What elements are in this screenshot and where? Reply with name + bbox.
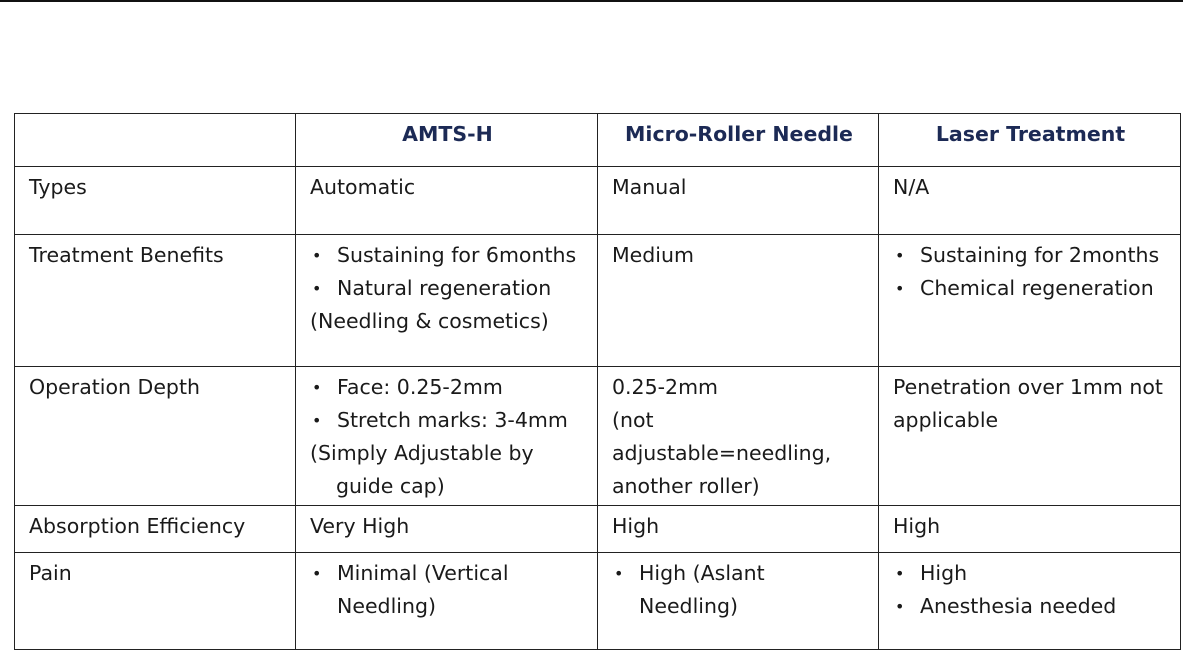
bullet-list xyxy=(310,557,585,623)
list-item xyxy=(310,272,585,305)
bullet-icon: • xyxy=(312,279,322,298)
cell-depth-laser: Penetration over 1mm not applicable xyxy=(879,367,1181,506)
list-item-text: Face: 0.25-2mm xyxy=(337,375,503,399)
header-micro-roller-needle: Micro-Roller Needle xyxy=(598,114,879,167)
table-row-depth xyxy=(15,367,1181,506)
list-item xyxy=(612,557,866,623)
row-label-types: Types xyxy=(15,167,296,235)
header-empty-cell xyxy=(15,114,296,167)
cell-absorption-amts: Very High xyxy=(296,506,598,553)
list-item-text: Chemical regeneration xyxy=(920,276,1154,300)
header-row xyxy=(15,114,1181,167)
table-row-absorption xyxy=(15,506,1181,553)
row-label-benefits: Treatment Benefits xyxy=(15,235,296,367)
list-item-text: Minimal (Vertical Needling) xyxy=(337,561,509,618)
cell-depth-amts xyxy=(296,367,598,506)
depth-amts-note-line1: (Simply Adjustable by xyxy=(310,441,534,465)
list-item-text: Anesthesia needed xyxy=(920,594,1117,618)
cell-benefits-micro: Medium xyxy=(598,235,879,367)
depth-micro-line2: (not adjustable=needling, another roller) xyxy=(612,408,832,498)
cell-types-amts: Automatic xyxy=(296,167,598,235)
bullet-list xyxy=(310,239,585,305)
bullet-icon: • xyxy=(614,564,624,583)
bullet-icon: • xyxy=(895,279,905,298)
cell-absorption-laser: High xyxy=(879,506,1181,553)
bullet-icon: • xyxy=(895,564,905,583)
list-item xyxy=(310,404,585,437)
cell-types-micro: Manual xyxy=(598,167,879,235)
list-item xyxy=(893,272,1168,305)
list-item-text: High (Aslant Needling) xyxy=(639,561,765,618)
list-item xyxy=(310,239,585,272)
depth-amts-note-line2: guide cap) xyxy=(336,474,445,498)
bullet-icon: • xyxy=(312,564,322,583)
top-rule xyxy=(0,0,1183,2)
bullet-list xyxy=(612,557,866,623)
table-row-benefits xyxy=(15,235,1181,367)
row-label-depth: Operation Depth xyxy=(15,367,296,506)
bullet-icon: • xyxy=(312,411,322,430)
list-item xyxy=(893,557,1168,590)
cell-absorption-micro: High xyxy=(598,506,879,553)
bullet-list xyxy=(310,371,585,437)
bullet-list xyxy=(893,557,1168,623)
header-amts-h: AMTS-H xyxy=(296,114,598,167)
table-row-pain xyxy=(15,553,1181,650)
list-item xyxy=(310,371,585,404)
header-laser-treatment: Laser Treatment xyxy=(879,114,1181,167)
list-item-text: Stretch marks: 3-4mm xyxy=(337,408,568,432)
row-label-pain: Pain xyxy=(15,553,296,650)
cell-pain-micro xyxy=(598,553,879,650)
list-item-text: Sustaining for 2months xyxy=(920,243,1160,267)
cell-benefits-amts xyxy=(296,235,598,367)
bullet-icon: • xyxy=(312,378,322,397)
bullet-icon: • xyxy=(895,597,905,616)
cell-types-laser: N/A xyxy=(879,167,1181,235)
list-item xyxy=(310,557,585,623)
list-item xyxy=(893,590,1168,623)
bullet-icon: • xyxy=(312,246,322,265)
bullet-list xyxy=(893,239,1168,305)
table-row-types xyxy=(15,167,1181,235)
cell-pain-amts xyxy=(296,553,598,650)
bullet-icon: • xyxy=(895,246,905,265)
list-item-text: Sustaining for 6months xyxy=(337,243,577,267)
list-item-text: High xyxy=(920,561,968,585)
list-item xyxy=(893,239,1168,272)
cell-depth-micro xyxy=(598,367,879,506)
cell-benefits-laser xyxy=(879,235,1181,367)
cell-pain-laser xyxy=(879,553,1181,650)
row-label-absorption: Absorption Efficiency xyxy=(15,506,296,553)
comparison-table xyxy=(14,113,1181,650)
benefits-amts-note: (Needling & cosmetics) xyxy=(310,309,549,333)
list-item-text: Natural regeneration xyxy=(337,276,552,300)
depth-micro-line1: 0.25-2mm xyxy=(612,375,719,399)
